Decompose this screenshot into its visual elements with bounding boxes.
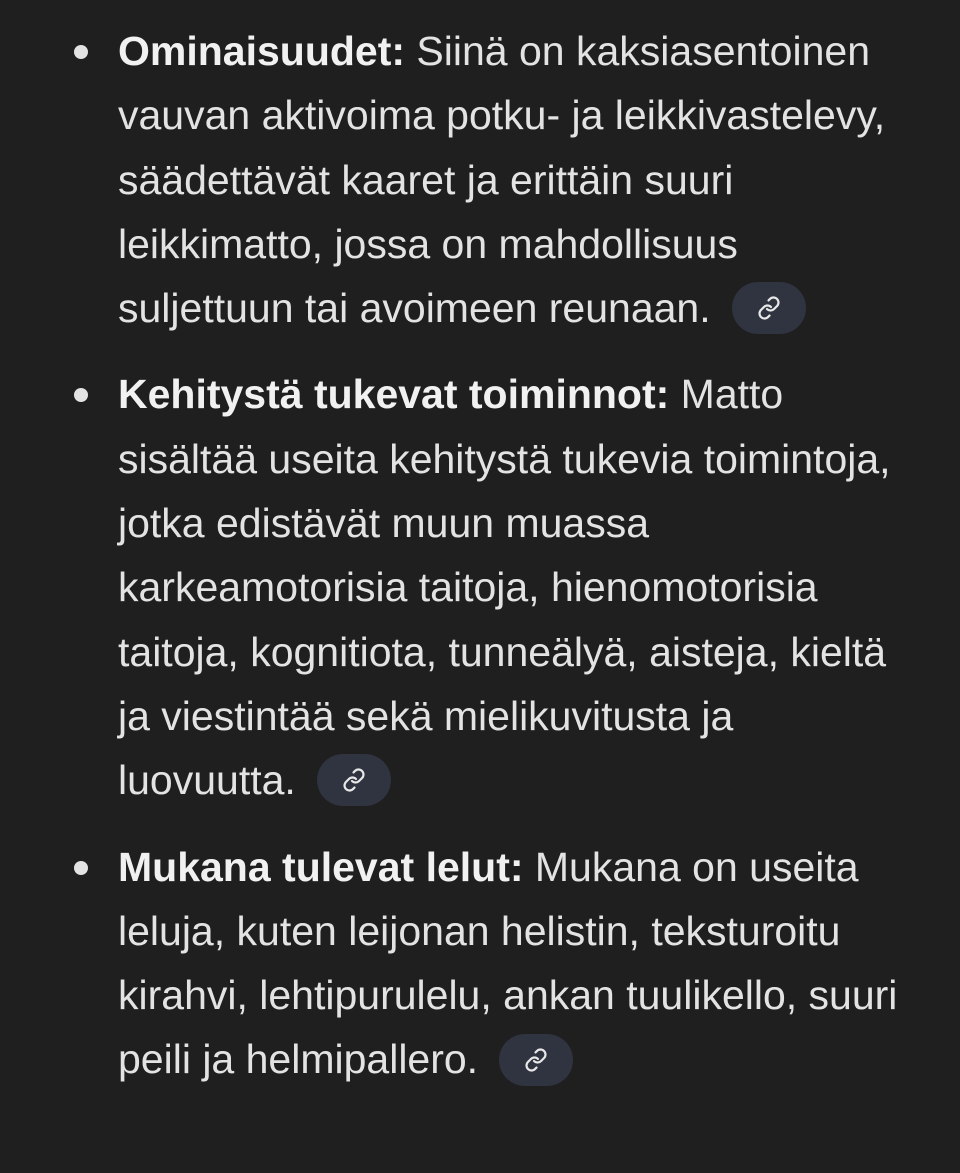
source-link-button[interactable]: [499, 1034, 573, 1086]
bullet-dot: [74, 861, 88, 875]
item-text: Mukana on useita leluja, kuten leijonan helistin, teksturoitu kirahvi, lehtipurulelu, ankan tuulikello, suuri peili ja helmipallero.: [118, 843, 898, 1083]
bullet-dot: [74, 45, 88, 59]
list-item-mukana-tulevat-lelut: [0, 835, 960, 1092]
item-text: Siinä on kaksiasentoinen vauvan aktivoima potku- ja leikkivastelevy, säädettävät kaaret ja erittäin suuri leikkimatto, jossa on mahdollisuus suljettuun tai avoimeen reunaan.: [118, 28, 886, 332]
link-icon: [524, 1048, 548, 1072]
link-icon: [757, 296, 781, 320]
response-bullet-list: [0, 19, 960, 1114]
source-link-button[interactable]: [732, 282, 806, 334]
list-item-kehitysta-tukevat: [0, 362, 960, 812]
link-icon: [342, 768, 366, 792]
bullet-dot: [74, 388, 88, 402]
item-term: Ominaisuudet:: [118, 28, 406, 74]
item-term: Mukana tulevat lelut:: [118, 843, 524, 890]
source-link-button[interactable]: [317, 754, 391, 806]
item-term: Kehitystä tukevat toiminnot:: [118, 371, 670, 418]
list-item-ominaisuudet: [0, 19, 960, 340]
item-text: Matto sisältää useita kehitystä tukevia toimintoja, jotka edistävät muun muassa karkeamotorisia taitoja, hienomotorisia taitoja, kognitiota, tunneälyä, aisteja, kieltä ja viestintää sekä mielikuvitusta ja luovuutta.: [118, 371, 891, 804]
